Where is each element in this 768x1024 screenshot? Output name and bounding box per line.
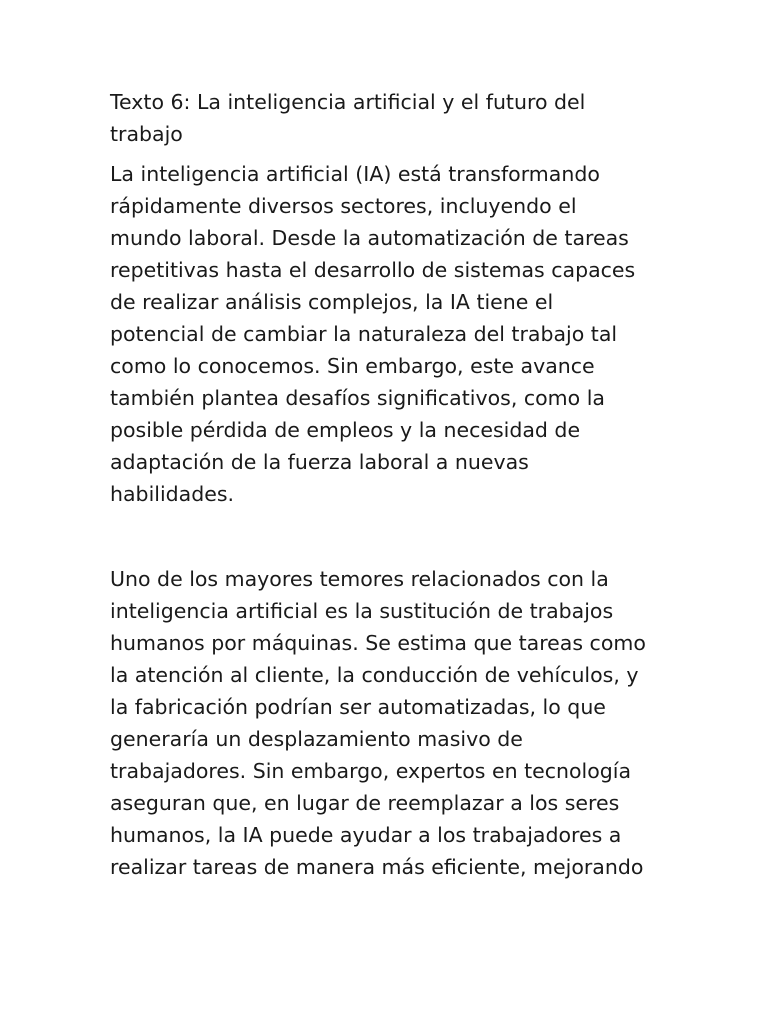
paragraph-line: aseguran que, en lugar de reemplazar a los seres [110,791,620,815]
paragraph-line: humanos, la IA puede ayudar a los trabajadores a [110,823,622,847]
paragraph-line: de realizar análisis complejos, la IA tiene el [110,290,554,314]
paragraph-line: La inteligencia artificial (IA) está transformando [110,162,600,186]
paragraph-substitution [110,563,670,883]
paragraph-line: trabajadores. Sin embargo, expertos en tecnología [110,759,632,783]
paragraph-line: la atención al cliente, la conducción de vehículos, y [110,663,639,687]
paragraph-line: repetitivas hasta el desarrollo de sistemas capaces [110,258,636,282]
paragraph-line: humanos por máquinas. Se estima que tareas como [110,631,646,655]
paragraph-line: generaría un desplazamiento masivo de [110,727,523,751]
paragraph-intro [110,158,670,510]
paragraph-line: adaptación de la fuerza laboral a nuevas [110,450,529,474]
paragraph-line: Uno de los mayores temores relacionados con la [110,567,609,591]
document-title [110,86,670,150]
paragraph-line: potencial de cambiar la naturaleza del trabajo tal [110,322,618,346]
paragraph-line: también plantea desafíos significativos, como la [110,386,605,410]
title-line: Texto 6: La inteligencia artificial y el futuro del [110,90,586,114]
paragraph-line: realizar tareas de manera más eficiente, mejorando [110,855,644,879]
paragraph-line: como lo conocemos. Sin embargo, este avance [110,354,595,378]
paragraph-line: mundo laboral. Desde la automatización de tareas [110,226,629,250]
paragraph-line: inteligencia artificial es la sustitución de trabajos [110,599,614,623]
paragraph-line: posible pérdida de empleos y la necesidad de [110,418,581,442]
paragraph-line: rápidamente diversos sectores, incluyendo el [110,194,577,218]
title-line: trabajo [110,122,183,146]
paragraph-line: la fabricación podrían ser automatizadas, lo que [110,695,606,719]
paragraph-line: habilidades. [110,482,235,506]
